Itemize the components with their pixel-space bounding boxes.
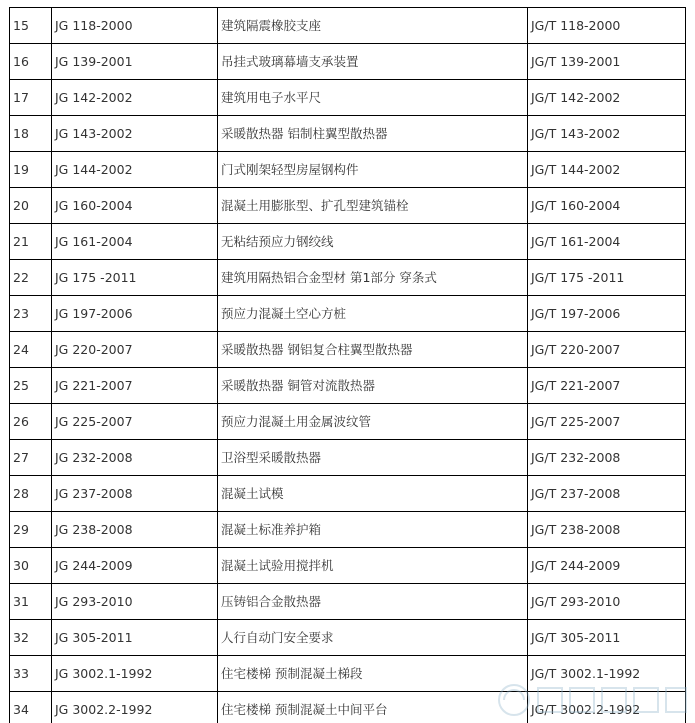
new-standard-code-cell: JG/T 160-2004 bbox=[528, 188, 686, 224]
standard-name-cell: 压铸铝合金散热器 bbox=[218, 584, 528, 620]
row-number-cell: 23 bbox=[10, 296, 52, 332]
row-number-cell: 28 bbox=[10, 476, 52, 512]
table-row bbox=[10, 692, 686, 723]
new-standard-code-cell: JG/T 139-2001 bbox=[528, 44, 686, 80]
table-row bbox=[10, 404, 686, 440]
table-row bbox=[10, 476, 686, 512]
new-standard-code-cell: JG/T 142-2002 bbox=[528, 80, 686, 116]
standard-code-cell: JG 232-2008 bbox=[52, 440, 218, 476]
new-standard-code-cell: JG/T 118-2000 bbox=[528, 8, 686, 44]
standard-code-cell: JG 144-2002 bbox=[52, 152, 218, 188]
row-number-cell: 18 bbox=[10, 116, 52, 152]
row-number-cell: 30 bbox=[10, 548, 52, 584]
new-standard-code-cell: JG/T 293-2010 bbox=[528, 584, 686, 620]
standard-name-cell: 采暖散热器 铜管对流散热器 bbox=[218, 368, 528, 404]
row-number-cell: 29 bbox=[10, 512, 52, 548]
row-number-cell: 32 bbox=[10, 620, 52, 656]
standard-code-cell: JG 139-2001 bbox=[52, 44, 218, 80]
row-number-cell: 25 bbox=[10, 368, 52, 404]
standard-name-cell: 无粘结预应力钢绞线 bbox=[218, 224, 528, 260]
table-row bbox=[10, 8, 686, 44]
table-row bbox=[10, 512, 686, 548]
standard-code-cell: JG 293-2010 bbox=[52, 584, 218, 620]
table-body bbox=[10, 8, 686, 723]
standard-name-cell: 卫浴型采暖散热器 bbox=[218, 440, 528, 476]
standard-name-cell: 混凝土用膨胀型、扩孔型建筑锚栓 bbox=[218, 188, 528, 224]
table-row bbox=[10, 584, 686, 620]
standard-name-cell: 混凝土试模 bbox=[218, 476, 528, 512]
table-row bbox=[10, 656, 686, 692]
table-row bbox=[10, 224, 686, 260]
row-number-cell: 27 bbox=[10, 440, 52, 476]
standard-code-cell: JG 225-2007 bbox=[52, 404, 218, 440]
standard-name-cell: 预应力混凝土用金属波纹管 bbox=[218, 404, 528, 440]
standard-code-cell: JG 237-2008 bbox=[52, 476, 218, 512]
row-number-cell: 15 bbox=[10, 8, 52, 44]
standard-code-cell: JG 161-2004 bbox=[52, 224, 218, 260]
table-row bbox=[10, 368, 686, 404]
new-standard-code-cell: JG/T 175 -2011 bbox=[528, 260, 686, 296]
standard-code-cell: JG 118-2000 bbox=[52, 8, 218, 44]
new-standard-code-cell: JG/T 305-2011 bbox=[528, 620, 686, 656]
standard-name-cell: 建筑用电子水平尺 bbox=[218, 80, 528, 116]
standard-code-cell: JG 3002.2-1992 bbox=[52, 692, 218, 723]
new-standard-code-cell: JG/T 197-2006 bbox=[528, 296, 686, 332]
table-row bbox=[10, 620, 686, 656]
standard-code-cell: JG 221-2007 bbox=[52, 368, 218, 404]
standard-name-cell: 采暖散热器 铝制柱翼型散热器 bbox=[218, 116, 528, 152]
standard-code-cell: JG 3002.1-1992 bbox=[52, 656, 218, 692]
standard-name-cell: 门式刚架轻型房屋钢构件 bbox=[218, 152, 528, 188]
row-number-cell: 19 bbox=[10, 152, 52, 188]
standard-name-cell: 混凝土试验用搅拌机 bbox=[218, 548, 528, 584]
standard-name-cell: 吊挂式玻璃幕墙支承装置 bbox=[218, 44, 528, 80]
standard-code-cell: JG 244-2009 bbox=[52, 548, 218, 584]
row-number-cell: 33 bbox=[10, 656, 52, 692]
standard-code-cell: JG 305-2011 bbox=[52, 620, 218, 656]
row-number-cell: 21 bbox=[10, 224, 52, 260]
standard-code-cell: JG 160-2004 bbox=[52, 188, 218, 224]
standard-name-cell: 混凝土标准养护箱 bbox=[218, 512, 528, 548]
new-standard-code-cell: JG/T 244-2009 bbox=[528, 548, 686, 584]
row-number-cell: 16 bbox=[10, 44, 52, 80]
table-row bbox=[10, 332, 686, 368]
table-row bbox=[10, 188, 686, 224]
row-number-cell: 22 bbox=[10, 260, 52, 296]
standard-code-cell: JG 197-2006 bbox=[52, 296, 218, 332]
new-standard-code-cell: JG/T 161-2004 bbox=[528, 224, 686, 260]
row-number-cell: 31 bbox=[10, 584, 52, 620]
standard-name-cell: 采暖散热器 钢铝复合柱翼型散热器 bbox=[218, 332, 528, 368]
new-standard-code-cell: JG/T 3002.1-1992 bbox=[528, 656, 686, 692]
table-row bbox=[10, 260, 686, 296]
row-number-cell: 24 bbox=[10, 332, 52, 368]
new-standard-code-cell: JG/T 220-2007 bbox=[528, 332, 686, 368]
table-row bbox=[10, 548, 686, 584]
table-row bbox=[10, 152, 686, 188]
table-row bbox=[10, 44, 686, 80]
new-standard-code-cell: JG/T 238-2008 bbox=[528, 512, 686, 548]
standard-code-cell: JG 238-2008 bbox=[52, 512, 218, 548]
row-number-cell: 34 bbox=[10, 692, 52, 723]
standard-code-cell: JG 175 -2011 bbox=[52, 260, 218, 296]
row-number-cell: 20 bbox=[10, 188, 52, 224]
new-standard-code-cell: JG/T 232-2008 bbox=[528, 440, 686, 476]
new-standard-code-cell: JG/T 144-2002 bbox=[528, 152, 686, 188]
standard-name-cell: 建筑隔震橡胶支座 bbox=[218, 8, 528, 44]
row-number-cell: 26 bbox=[10, 404, 52, 440]
standard-code-cell: JG 143-2002 bbox=[52, 116, 218, 152]
standard-name-cell: 人行自动门安全要求 bbox=[218, 620, 528, 656]
new-standard-code-cell: JG/T 221-2007 bbox=[528, 368, 686, 404]
table-row bbox=[10, 80, 686, 116]
row-number-cell: 17 bbox=[10, 80, 52, 116]
new-standard-code-cell: JG/T 143-2002 bbox=[528, 116, 686, 152]
new-standard-code-cell: JG/T 225-2007 bbox=[528, 404, 686, 440]
table-row bbox=[10, 440, 686, 476]
standard-name-cell: 住宅楼梯 预制混凝土中间平台 bbox=[218, 692, 528, 723]
standard-name-cell: 建筑用隔热铝合金型材 第1部分 穿条式 bbox=[218, 260, 528, 296]
standards-table bbox=[9, 7, 686, 723]
table-row bbox=[10, 116, 686, 152]
new-standard-code-cell: JG/T 3002.2-1992 bbox=[528, 692, 686, 723]
new-standard-code-cell: JG/T 237-2008 bbox=[528, 476, 686, 512]
table-row bbox=[10, 296, 686, 332]
standard-name-cell: 住宅楼梯 预制混凝土梯段 bbox=[218, 656, 528, 692]
standard-name-cell: 预应力混凝土空心方桩 bbox=[218, 296, 528, 332]
standard-code-cell: JG 220-2007 bbox=[52, 332, 218, 368]
standard-code-cell: JG 142-2002 bbox=[52, 80, 218, 116]
